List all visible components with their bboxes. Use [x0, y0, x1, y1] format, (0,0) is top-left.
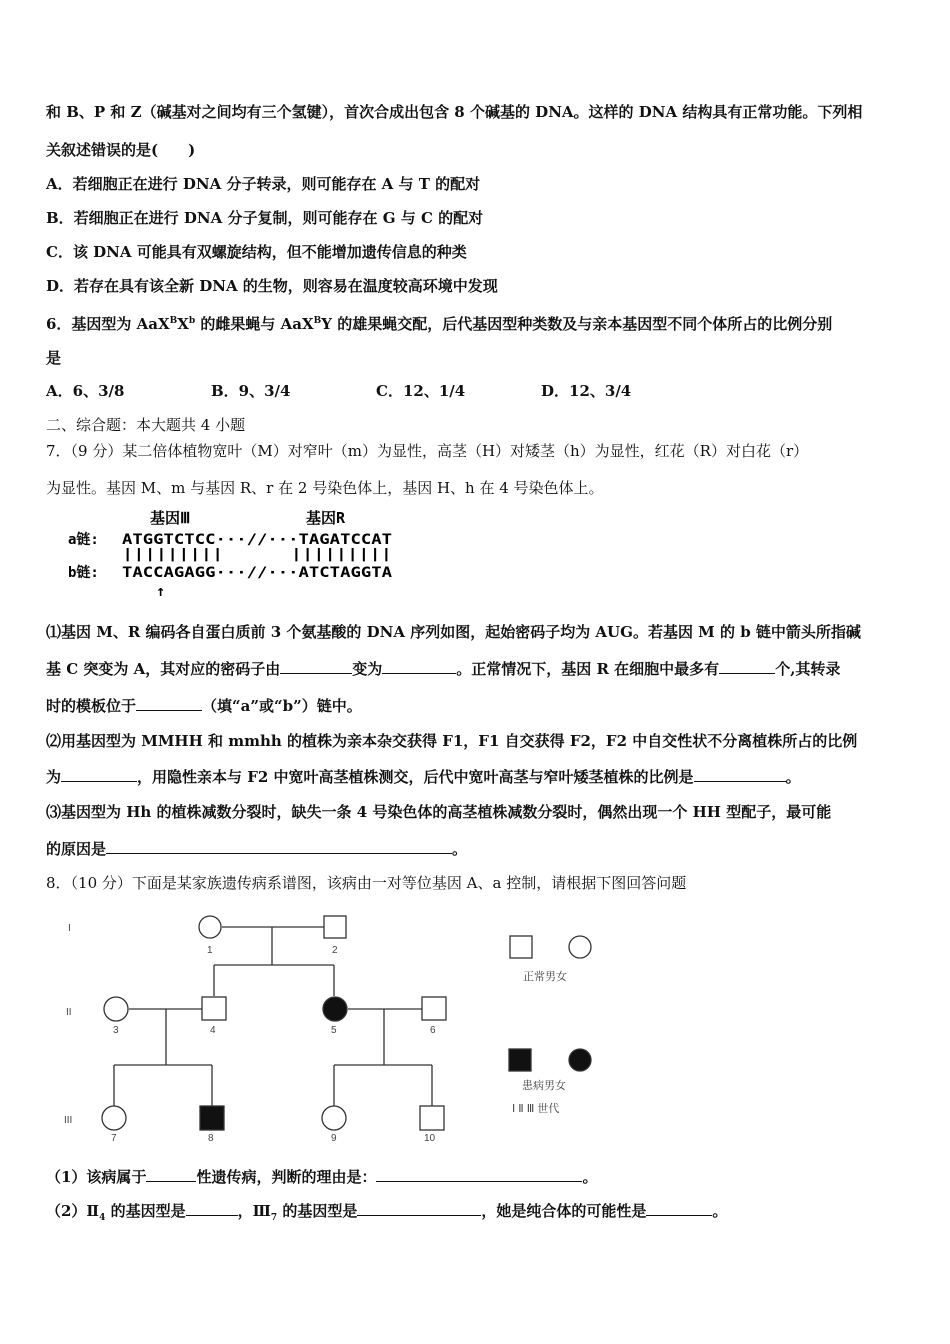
answer-blank[interactable] — [280, 659, 352, 674]
mutation-arrow-icon: ↑ — [156, 582, 166, 598]
q7-part1-line3: 时的模板位于 （填“a”或“b”）链中。 — [46, 697, 362, 715]
q7-part1-line2: 基 C 突变为 A，其对应的密码子由 变为 。正常情况下，基因 R 在细胞中最多有 个,其转录 — [46, 660, 841, 678]
answer-blank[interactable] — [694, 767, 786, 782]
generation-II-label: II — [66, 1007, 72, 1018]
b-strand-sequence: TACCAGAGG···//···ATCTAGGTA — [122, 565, 393, 581]
q6-option-d: D．12、3/4 — [541, 382, 632, 400]
svg-text:3: 3 — [113, 1025, 119, 1036]
pedigree-chart — [60, 905, 620, 1155]
legend-affected-label: 患病男女 — [522, 1080, 566, 1092]
svg-text:6: 6 — [430, 1025, 436, 1036]
individual-II5 — [323, 997, 347, 1021]
q7-stem-line1: 7．（9 分）某二倍体植物宽叶（M）对窄叶（m）为显性，高茎（H）对矮茎（h）为显性，红花（R）对白花（r） — [46, 442, 809, 460]
q6-options — [46, 381, 916, 401]
q7-part3-line2: 的原因是 。 — [46, 840, 468, 858]
svg-text:7: 7 — [111, 1133, 117, 1144]
individual-I2 — [324, 916, 346, 938]
legend-affected-male-icon — [509, 1049, 531, 1071]
q5-stem-line1: 和 B、P 和 Z（碱基对之间均有三个氢键），首次合成出包含 8 个碱基的 DNA。这样的 DNA 结构具有正常功能。下列相 — [46, 103, 863, 121]
generation-I-label: I — [68, 923, 71, 934]
svg-text:4: 4 — [210, 1025, 216, 1036]
answer-blank[interactable] — [646, 1201, 712, 1216]
q6-stem-line2: 是 — [46, 349, 62, 367]
gene-r-label: 基因R — [306, 509, 346, 527]
svg-text:9: 9 — [331, 1133, 337, 1144]
answer-blank[interactable] — [136, 696, 202, 711]
answer-blank[interactable] — [61, 767, 137, 782]
gene-m-label: 基因Ⅲ — [150, 509, 191, 527]
b-strand-label: b链: — [68, 565, 99, 581]
individual-III9 — [322, 1106, 346, 1130]
q8-part2: $(2)Ⅱ_4$ 的基因型是 ，$Ⅲ_7$ 的基因型是 ，她是纯合体的可能性是 。 — [46, 1202, 728, 1223]
dna-sequence-figure — [66, 506, 406, 598]
legend-generation-label: Ⅰ Ⅱ Ⅲ 世代 — [512, 1103, 560, 1115]
q6-option-a: A．6、3/8 — [46, 382, 125, 400]
section-header: 二、综合题：本大题共 4 小题 — [46, 416, 246, 434]
answer-blank[interactable] — [186, 1201, 238, 1216]
svg-text:1: 1 — [207, 945, 213, 956]
a-strand-sequence: ATGGTCTCC···//···TAGATCCAT — [122, 532, 392, 548]
legend-normal-male-icon — [510, 936, 532, 958]
q7-stem-line2: 为显性。基因 M、m 与基因 R、r 在 2 号染色体上，基因 H、h 在 4 号染色体上。 — [46, 479, 604, 497]
answer-blank[interactable] — [719, 659, 775, 674]
q6-stem-line1: 6．基因型为 $AaX^BX^b$ 的雌果蝇与 AaX$^B$Y 的雄果蝇交配，后代基因型种类数及与亲本基因型不同个体所占的比例分别 — [46, 315, 833, 333]
q6-option-b: B．9、3/4 — [211, 382, 291, 400]
q8-stem: 8．（10 分）下面是某家族遗传病系谱图，该病由一对等位基因 A、a 控制，请根据下图回答问题 — [46, 874, 687, 892]
q7-part3-line1: ⑶基因型为 Hh 的植株减数分裂时，缺失一条 4 号染色体的高茎植株减数分裂时，偶然出现一个 HH 型配子，最可能 — [46, 803, 832, 821]
individual-II3 — [104, 997, 128, 1021]
q5-option-b: B．若细胞正在进行 DNA 分子复制，则可能存在 G 与 C 的配对 — [46, 209, 484, 227]
svg-text:2: 2 — [332, 945, 338, 956]
a-strand-label: a链: — [68, 532, 99, 548]
q5-option-c: C．该 DNA 可能具有双螺旋结构，但不能增加遗传信息的种类 — [46, 243, 467, 261]
generation-III-label: III — [64, 1115, 73, 1126]
q8-part1: （1）该病属于 性遗传病，判断的理由是： 。 — [46, 1168, 598, 1186]
q6-option-c: C．12、1/4 — [376, 382, 466, 400]
answer-blank[interactable] — [376, 1167, 582, 1182]
individual-III7 — [102, 1106, 126, 1130]
legend-normal-label: 正常男女 — [523, 971, 567, 983]
svg-text:8: 8 — [208, 1133, 214, 1144]
q7-part2-line1: ⑵用基因型为 MMHH 和 mmhh 的植株为亲本杂交获得 F1，F1 自交获得 F2，F2 中自交性状不分离植株所占的比例 — [46, 732, 858, 750]
answer-blank[interactable] — [357, 1201, 481, 1216]
individual-II6 — [422, 997, 446, 1020]
svg-text:10: 10 — [424, 1133, 436, 1144]
q7-part2-line2: 为 ，用隐性亲本与 F2 中宽叶高茎植株测交，后代中宽叶高茎与窄叶矮茎植株的比例是 。 — [46, 768, 801, 786]
hydrogen-bonds: ||||||||| ||||||||| — [122, 547, 392, 562]
answer-blank[interactable] — [382, 659, 456, 674]
q5-option-d: D．若存在具有该全新 DNA 的生物，则容易在温度较高环境中发现 — [46, 277, 498, 295]
svg-text:5: 5 — [331, 1025, 337, 1036]
individual-III10 — [420, 1106, 444, 1130]
q5-option-a: A．若细胞正在进行 DNA 分子转录，则可能存在 A 与 T 的配对 — [46, 175, 481, 193]
individual-I1 — [199, 916, 221, 938]
answer-blank[interactable] — [146, 1167, 196, 1182]
individual-III8 — [200, 1106, 224, 1130]
q7-part1-line1: ⑴基因 M、R 编码各自蛋白质前 3 个氨基酸的 DNA 序列如图，起始密码子均为 AUG。若基因 M 的 b 链中箭头所指碱 — [46, 623, 861, 641]
legend-affected-female-icon — [569, 1049, 591, 1071]
q5-stem-line2: 关叙述错误的是( ) — [46, 141, 196, 159]
individual-II4 — [202, 997, 226, 1020]
legend-normal-female-icon — [569, 936, 591, 958]
answer-blank[interactable] — [106, 839, 452, 854]
